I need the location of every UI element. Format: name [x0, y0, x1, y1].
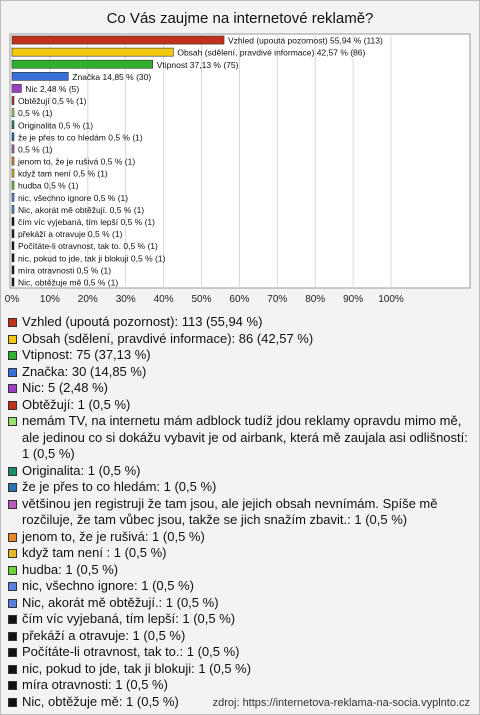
legend-item: [8, 331, 472, 348]
bar: [12, 36, 224, 44]
bar: [12, 242, 14, 250]
legend-label: Obtěžují: 1 (0,5 %): [22, 396, 131, 412]
legend-swatch: [8, 698, 17, 707]
legend-label: nemám TV, na internetu mám adblock tudíž jdou reklamy opravdu mimo mě, ale jedinou co si dokážu vybavit je od airbank, která mě zaujala asi odlišností: 1 (0,5 %): [22, 413, 468, 461]
legend-swatch: [8, 335, 17, 344]
legend-swatch: [8, 549, 17, 558]
legend-label: Vtipnost: 75 (37,13 %): [22, 347, 151, 362]
legend-swatch: [8, 533, 17, 542]
legend-label: hudba: 1 (0,5 %): [22, 561, 119, 577]
legend-item: [8, 314, 472, 331]
legend-label: Obsah (sdělení, pravdivé informace): 86 (42,57 %): [22, 330, 314, 346]
x-tick-label: 70%: [267, 294, 288, 305]
legend-item: [8, 397, 472, 414]
legend-label: Vzhled (upoutá pozornost): 113 (55,94 %): [22, 314, 263, 329]
x-tick-label: 100%: [378, 294, 404, 305]
legend-item: [8, 479, 472, 496]
bar-label: Počítáte-li otravnost, tak to. 0,5 % (1): [18, 241, 158, 252]
bar-label: překáží a otravuje 0,5 % (1): [18, 229, 123, 240]
legend-label: Originalita: 1 (0,5 %): [22, 462, 141, 478]
legend-label: Nic, akorát mě obtěžují.: 1 (0,5 %): [22, 594, 219, 610]
legend-item: [8, 463, 472, 480]
bar: [12, 109, 14, 117]
legend-item: [8, 496, 472, 529]
bar: [12, 96, 14, 104]
legend-item: [8, 611, 472, 628]
bar-label: že je přes to co hledám 0,5 % (1): [18, 132, 143, 143]
legend-label: Nic, obtěžuje mě: 1 (0,5 %): [22, 693, 179, 709]
legend-item: [8, 380, 472, 397]
legend-item: [8, 628, 472, 645]
bar-label: Nic, akorát mě obtěžují. 0,5 % (1): [18, 204, 145, 215]
legend-label: čím víc vyjebaná, tím lepší: 1 (0,5 %): [22, 611, 236, 626]
legend-label: jenom to, že je rušivá: 1 (0,5 %): [22, 528, 205, 544]
x-tick-label: 80%: [305, 294, 326, 305]
legend-item: [8, 644, 472, 661]
chart-title: Co Vás zaujme na internetové reklamě?: [106, 10, 374, 27]
legend-label: když tam není : 1 (0,5 %): [22, 545, 167, 560]
bar-label: hudba 0,5 % (1): [18, 180, 79, 191]
legend-item: [8, 545, 472, 562]
legend-label: míra otravnosti: 1 (0,5 %): [22, 677, 168, 692]
x-tick-label: 30%: [115, 294, 136, 305]
bar-label: Nic 2,48 % (5): [25, 83, 80, 94]
legend-swatch: [8, 632, 17, 641]
bar-label: nic, všechno ignore 0,5 % (1): [18, 192, 129, 203]
bar: [12, 230, 14, 238]
x-tick-label: 40%: [153, 294, 174, 305]
x-tick-label: 0%: [4, 294, 20, 305]
bar: [12, 121, 14, 129]
legend-item: [8, 595, 472, 612]
bar: [12, 157, 14, 165]
bar-label: nic, pokud to jde, tak ji blokuji 0,5 % (1): [18, 253, 166, 264]
bar: [12, 266, 14, 274]
legend-item: [8, 562, 472, 579]
legend-swatch: [8, 615, 17, 624]
bar-label: Obsah (sdělení, pravdivé informace) 42,57 % (86): [177, 47, 366, 58]
source-note: zdroj: https://internetova-reklama-na-socia.vyplnto.cz: [212, 697, 470, 709]
legend-swatch: [8, 351, 17, 360]
legend-item: [8, 578, 472, 595]
bar-label: Značka 14,85 % (30): [72, 71, 152, 82]
legend-swatch: [8, 483, 17, 492]
bar: [12, 169, 14, 177]
legend-swatch: [8, 582, 17, 591]
bar: [12, 217, 14, 225]
legend-swatch: [8, 417, 17, 426]
legend-label: většinou jen registruji že tam jsou, ale jejich obsah nevnímám. Spíše mě rozčiluje, že tam vůbec jsou, takže se jich snažím zbavit.: 1 (0,5 %): [22, 495, 438, 527]
bar-label: čím víc vyjebaná, tím lepší 0,5 % (1): [18, 217, 155, 228]
x-tick-label: 60%: [229, 294, 250, 305]
x-tick-label: 20%: [77, 294, 98, 305]
legend-item: [8, 413, 472, 463]
legend-swatch: [8, 648, 17, 657]
bar: [12, 193, 14, 201]
x-tick-label: 50%: [191, 294, 212, 305]
legend-swatch: [8, 566, 17, 575]
bar: [12, 133, 14, 141]
bar-label: když tam není 0,5 % (1): [18, 168, 108, 179]
legend-swatch: [8, 318, 17, 327]
x-tick-label: 90%: [343, 294, 364, 305]
legend-swatch: [8, 681, 17, 690]
legend-label: Počítáte-li otravnost, tak to.: 1 (0,5 %): [22, 644, 240, 659]
legend-label: překáží a otravuje: 1 (0,5 %): [22, 627, 186, 643]
x-tick-label: 10%: [39, 294, 60, 305]
legend-label: Nic: 5 (2,48 %): [22, 380, 108, 395]
legend-label: že je přes to co hledám: 1 (0,5 %): [22, 479, 217, 494]
bar-label: Originalita 0,5 % (1): [18, 120, 94, 131]
bar: [12, 60, 153, 68]
bar: [12, 72, 68, 80]
chart-legend: [8, 314, 472, 710]
bar-label: 0,5 % (1): [18, 108, 53, 119]
legend-item: [8, 347, 472, 364]
legend-item: [8, 661, 472, 678]
legend-label: nic, pokud to jde, tak ji blokuji: 1 (0,5 %): [22, 660, 252, 676]
bar-chart: [0, 0, 480, 310]
bar: [12, 254, 14, 262]
bar: [12, 145, 14, 153]
bar: [12, 181, 14, 189]
legend-item: [8, 364, 472, 381]
bar: [12, 84, 21, 92]
legend-label: Značka: 30 (14,85 %): [22, 363, 147, 379]
bar: [12, 278, 14, 286]
bar-label: 0,5 % (1): [18, 144, 53, 155]
legend-swatch: [8, 599, 17, 608]
legend-item: [8, 677, 472, 694]
bar-label: jenom to, že je rušivá 0,5 % (1): [18, 156, 136, 167]
bar: [12, 205, 14, 213]
bar-label: Vzhled (upoutá pozornost) 55,94 % (113): [228, 35, 383, 46]
legend-swatch: [8, 384, 17, 393]
legend-swatch: [8, 368, 17, 377]
bar-label: míra otravnosti 0,5 % (1): [18, 265, 112, 276]
legend-swatch: [8, 467, 17, 476]
legend-item: [8, 529, 472, 546]
bar-label: Vtipnost 37,13 % (75): [156, 59, 239, 70]
legend-label: nic, všechno ignore: 1 (0,5 %): [22, 578, 194, 593]
legend-swatch: [8, 665, 17, 674]
legend-swatch: [8, 401, 17, 410]
bar-label: Obtěžují 0,5 % (1): [18, 96, 87, 107]
bar: [12, 48, 173, 56]
bar-label: Nic, obtěžuje mě 0,5 % (1): [18, 277, 119, 288]
legend-swatch: [8, 500, 17, 509]
